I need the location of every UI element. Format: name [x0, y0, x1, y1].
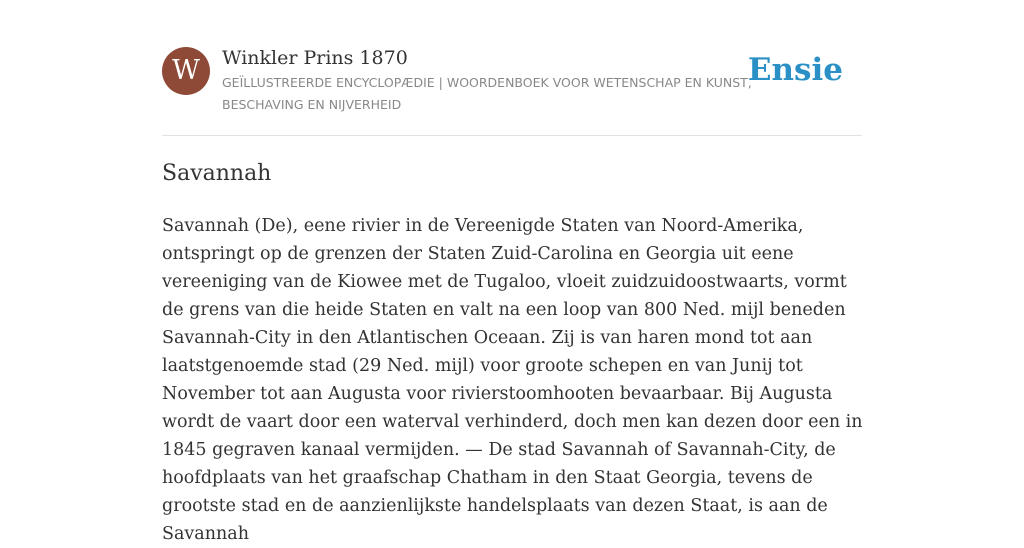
ensie-logo[interactable]: Ensie — [747, 52, 843, 88]
header-divider — [162, 135, 862, 136]
entry-body: Savannah (De), eene rivier in de Vereenigde Staten van Noord-Amerika, ontspringt op de grenzen der Staten Zuid-Carolina en Georgia uit eene vereeniging van de Kiowee met de Tugaloo, vloeit zuidzuidoostwaarts, vormt de grens van die heide Staten en valt na een loop van 800 Ned. mijl beneden Savannah-City in den Atlantischen Oceaan. Zij is van haren mond tot aan laatstgenoemde stad (29 Ned. mijl) voor groote schepen en van Junij tot November tot aan Augusta voor rivierstoomhooten bevaarbaar. Bij Augusta wordt de vaart door een waterval verhinderd, doch men kan dezen door een in 1845 gegraven kanaal vermijden. — De stad Savannah of Savannah-City, de hoofdplaats van het graafschap Chatham in den Staat Georgia, tevens de grootste stad en de aanzienlijkste handelsplaats van dezen Staat, is aan de Savannah — [162, 216, 863, 544]
entry-title: Savannah — [162, 161, 272, 186]
header — [162, 46, 862, 116]
book-subtitle: GEÏLLUSTREERDE ENCYCLOPÆDIE | WOORDENBOEK VOOR WETENSCHAP EN KUNST, BESCHAVING EN NIJVERHEID — [222, 75, 752, 112]
book-title[interactable]: Winkler Prins 1870 — [222, 47, 408, 69]
book-avatar[interactable]: W — [162, 47, 210, 95]
